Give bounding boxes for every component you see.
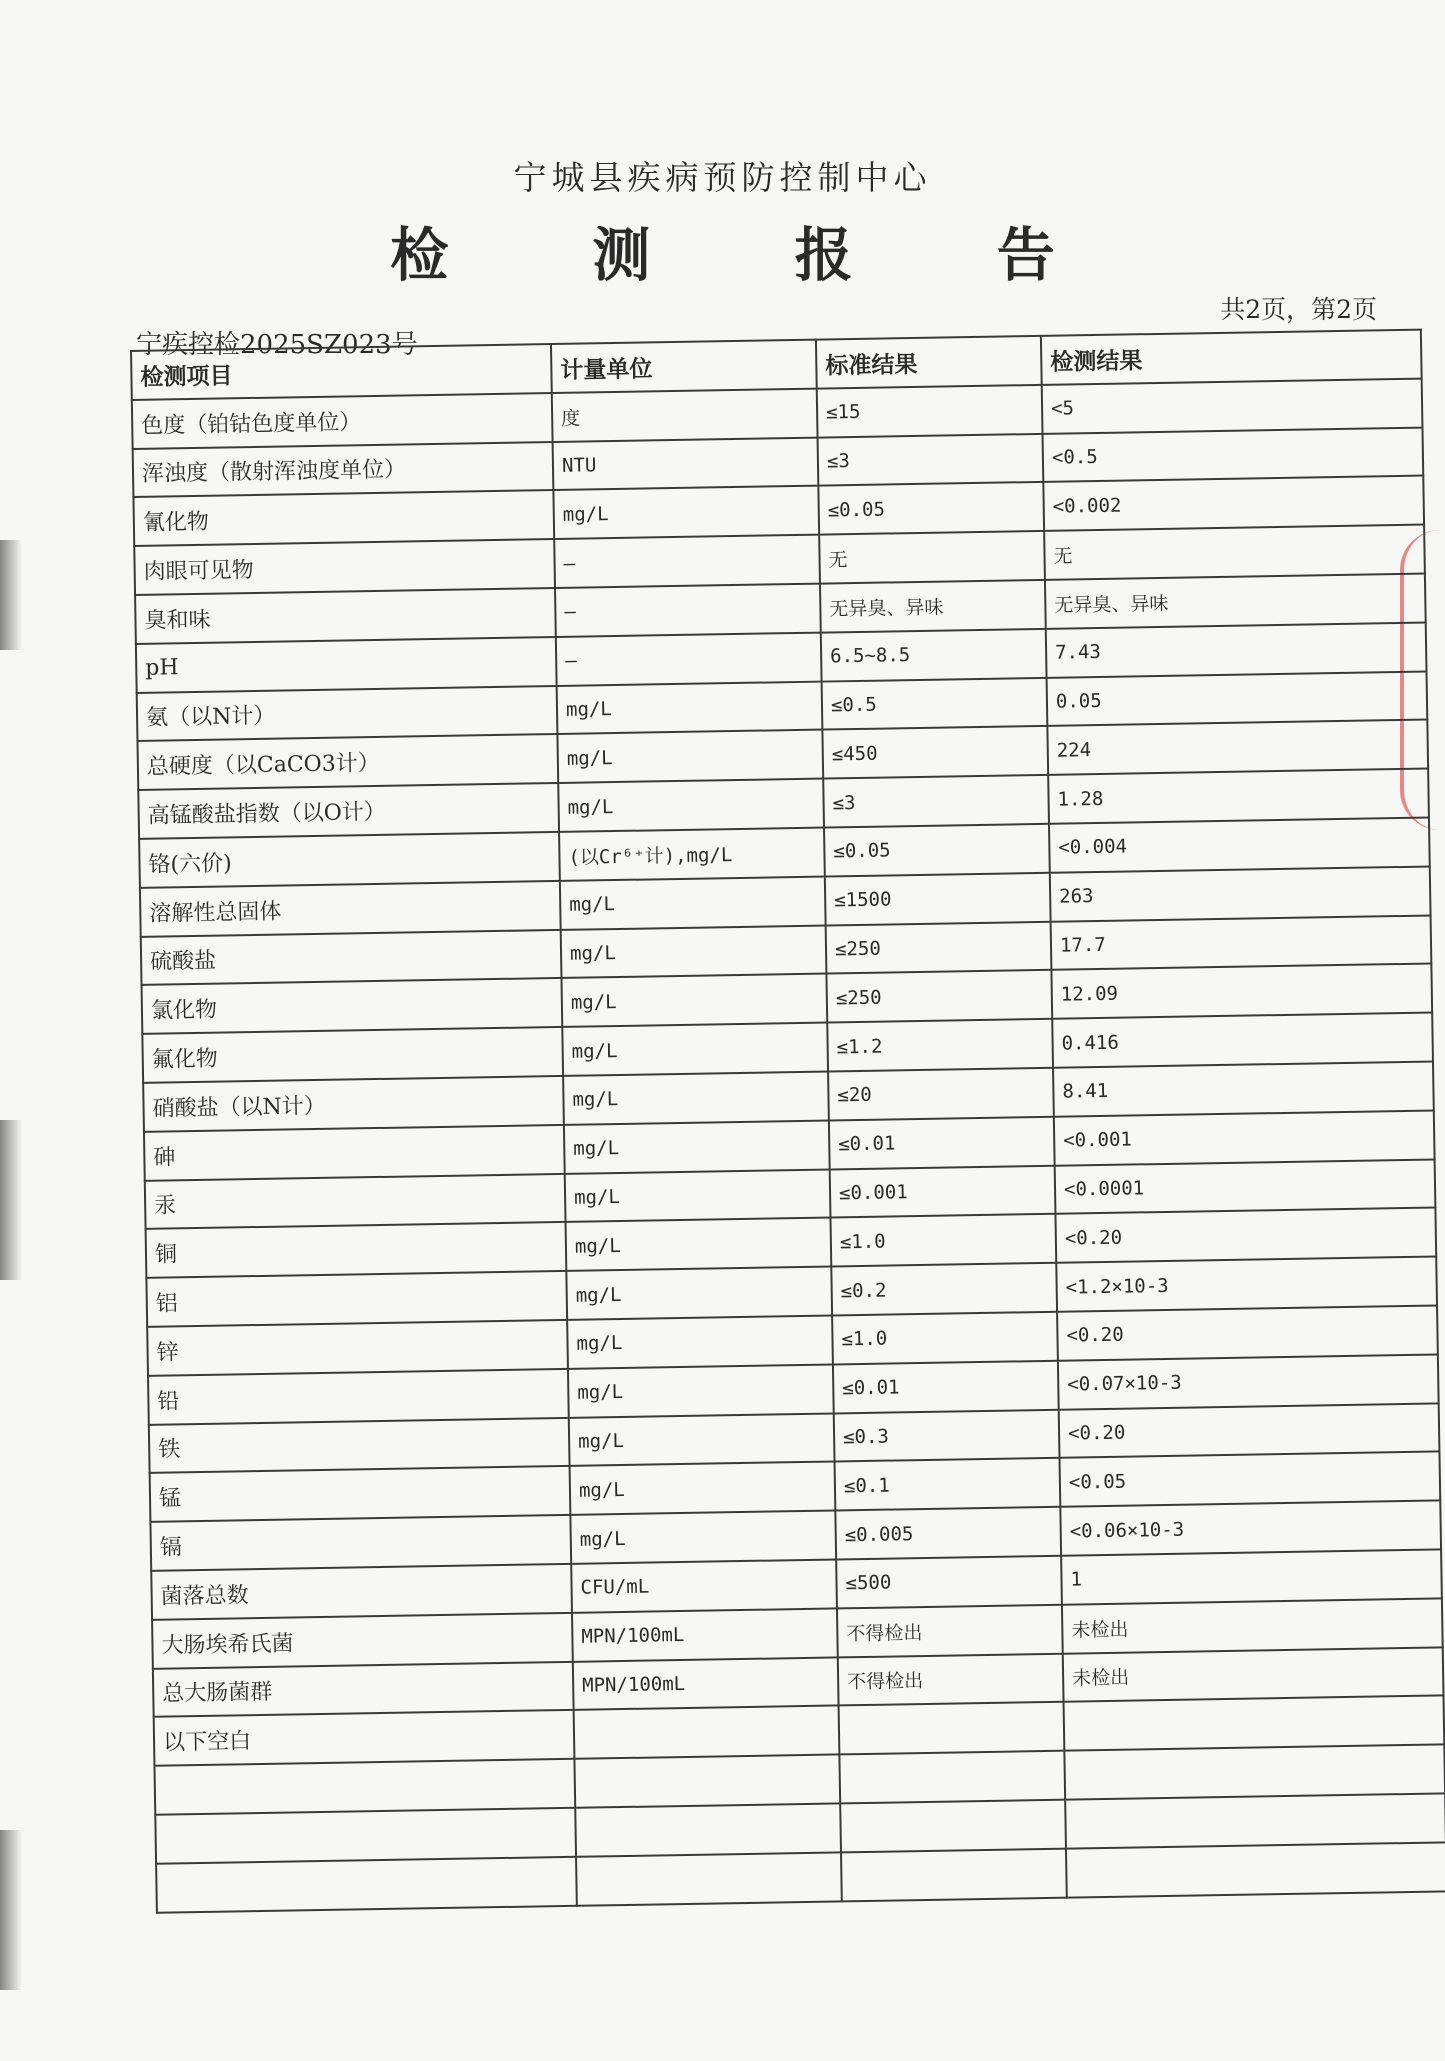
standard-value-cell: ≤15 <box>817 385 1043 438</box>
item-name-cell: 菌落总数 <box>151 1564 572 1620</box>
unit-cell: MPN/100mL <box>572 1608 838 1661</box>
test-result-cell: <0.0001 <box>1055 1159 1436 1214</box>
item-name-cell: 色度（铂钴色度单位） <box>132 393 553 449</box>
unit-cell: MPN/100mL <box>573 1657 839 1710</box>
scan-artifact <box>0 1120 22 1280</box>
standard-value-cell <box>839 1751 1065 1804</box>
unit-cell: mg/L <box>553 486 819 539</box>
standard-value-cell: 不得检出 <box>837 1604 1063 1657</box>
standard-value-cell: 不得检出 <box>838 1653 1064 1706</box>
standard-value-cell: ≤0.001 <box>830 1165 1056 1218</box>
test-result-cell: 0.05 <box>1047 671 1428 726</box>
test-result-cell: <0.07×10-3 <box>1058 1354 1439 1409</box>
standard-value-cell: ≤1500 <box>825 873 1051 926</box>
unit-cell: NTU <box>553 437 819 490</box>
scan-artifact <box>0 1830 22 1990</box>
test-result-cell: <5 <box>1042 378 1423 433</box>
unit-cell <box>574 1755 840 1808</box>
test-result-cell: <0.004 <box>1049 817 1430 872</box>
test-result-cell <box>1065 1793 1445 1848</box>
unit-cell: – <box>554 535 820 588</box>
test-result-cell: 无异臭、异味 <box>1045 574 1426 629</box>
unit-cell: mg/L <box>563 1071 829 1124</box>
page-count: 共2页，第2页 <box>1220 295 1377 324</box>
item-name-cell: 铜 <box>146 1222 567 1278</box>
item-name-cell: 氰化物 <box>133 490 554 546</box>
results-table-body <box>131 330 1445 1913</box>
unit-cell: CFU/mL <box>571 1559 837 1612</box>
standard-value-cell: ≤250 <box>826 970 1052 1023</box>
scan-artifact <box>0 540 22 650</box>
standard-value-cell <box>840 1800 1066 1853</box>
standard-value-cell: ≤0.05 <box>824 824 1050 877</box>
test-result-cell: 7.43 <box>1046 622 1427 677</box>
item-name-cell: 肉眼可见物 <box>134 539 555 595</box>
standard-value-cell: ≤500 <box>836 1556 1062 1609</box>
item-name-cell: 氟化物 <box>142 1027 563 1083</box>
test-result-cell: <0.20 <box>1059 1403 1440 1458</box>
test-result-cell: <0.001 <box>1054 1110 1435 1165</box>
test-result-cell: <0.5 <box>1043 427 1424 482</box>
item-name-cell: 硝酸盐（以N计） <box>143 1076 564 1132</box>
unit-cell: mg/L <box>561 925 827 978</box>
unit-cell: mg/L <box>557 730 823 783</box>
test-result-cell: 无 <box>1044 525 1425 580</box>
unit-cell: mg/L <box>561 974 827 1027</box>
item-name-cell: 砷 <box>144 1125 565 1181</box>
standard-value-cell: ≤0.2 <box>831 1263 1057 1316</box>
item-name-cell: 大肠埃希氏菌 <box>152 1613 573 1669</box>
test-result-cell: 224 <box>1047 720 1428 775</box>
report-title: 检 测 报 告 <box>390 221 1117 289</box>
standard-value-cell: ≤1.2 <box>827 1019 1053 1072</box>
item-name-cell: 锰 <box>150 1466 571 1522</box>
unit-cell <box>576 1852 842 1905</box>
item-name-cell: 以下空白 <box>154 1710 575 1766</box>
standard-value-cell: ≤0.5 <box>822 677 1048 730</box>
test-result-cell <box>1064 1696 1445 1751</box>
unit-cell: mg/L <box>568 1364 834 1417</box>
item-name-cell: 氨（以N计） <box>137 686 558 742</box>
column-header: 检测结果 <box>1041 330 1422 385</box>
column-header: 检测项目 <box>131 344 552 400</box>
standard-value-cell: 无异臭、异味 <box>820 580 1046 633</box>
unit-cell: mg/L <box>567 1315 833 1368</box>
standard-value-cell: ≤1.0 <box>832 1312 1058 1365</box>
column-header: 计量单位 <box>551 340 817 393</box>
unit-cell: mg/L <box>565 1169 831 1222</box>
item-name-cell: 铬(六价) <box>139 832 560 888</box>
item-name-cell: 铅 <box>148 1369 569 1425</box>
standard-value-cell: ≤0.05 <box>818 482 1044 535</box>
item-name-cell: 浑浊度（散射浑浊度单位） <box>133 442 554 498</box>
item-name-cell <box>155 1808 576 1864</box>
unit-cell <box>574 1706 840 1759</box>
test-result-cell: <0.20 <box>1055 1208 1436 1263</box>
item-name-cell: 硫酸盐 <box>141 930 562 986</box>
test-result-cell <box>1064 1745 1445 1800</box>
item-name-cell <box>154 1759 575 1815</box>
item-name-cell: 氯化物 <box>142 978 563 1034</box>
item-name-cell: 汞 <box>145 1173 566 1229</box>
test-result-cell: 263 <box>1050 866 1431 921</box>
standard-value-cell: 6.5~8.5 <box>821 629 1047 682</box>
unit-cell: mg/L <box>570 1511 836 1564</box>
item-name-cell: 总大肠菌群 <box>153 1661 574 1717</box>
unit-cell: – <box>555 584 821 637</box>
test-result-cell: 8.41 <box>1053 1061 1434 1116</box>
standard-value-cell <box>841 1848 1067 1901</box>
test-result-cell: 0.416 <box>1052 1013 1433 1068</box>
unit-cell: mg/L <box>564 1120 830 1173</box>
unit-cell: mg/L <box>566 1267 832 1320</box>
test-result-cell <box>1066 1842 1445 1897</box>
standard-value-cell: ≤0.01 <box>829 1117 1055 1170</box>
test-result-cell: 17.7 <box>1051 915 1432 970</box>
test-result-cell: 1.28 <box>1048 769 1429 824</box>
results-table-wrapper <box>130 329 1445 1914</box>
standard-value-cell: ≤0.1 <box>835 1458 1061 1511</box>
item-name-cell: pH <box>136 637 557 693</box>
item-name-cell: 溶解性总固体 <box>140 881 561 937</box>
standard-value-cell: ≤0.3 <box>834 1409 1060 1462</box>
standard-value-cell: ≤3 <box>823 775 1049 828</box>
report-number: 宁疾控检2025SZ023号 <box>136 330 418 360</box>
test-result-cell: 未检出 <box>1063 1647 1444 1702</box>
standard-value-cell: ≤450 <box>822 726 1048 779</box>
item-name-cell <box>156 1857 577 1913</box>
standard-value-cell: 无 <box>819 531 1045 584</box>
unit-cell: mg/L <box>557 681 823 734</box>
organization-name: 宁城县疾病预防控制中心 <box>513 158 932 197</box>
unit-cell: mg/L <box>558 779 824 832</box>
unit-cell: 度 <box>552 388 818 441</box>
standard-value-cell <box>839 1702 1065 1755</box>
unit-cell: mg/L <box>560 876 826 929</box>
unit-cell: mg/L <box>569 1413 835 1466</box>
item-name-cell: 臭和味 <box>135 588 556 644</box>
test-result-cell: <0.06×10-3 <box>1060 1501 1441 1556</box>
test-result-cell: <0.05 <box>1059 1452 1440 1507</box>
unit-cell: mg/L <box>570 1462 836 1515</box>
item-name-cell: 总硬度（以CaCO3计） <box>137 734 558 790</box>
standard-value-cell: ≤0.01 <box>833 1360 1059 1413</box>
test-result-cell: 12.09 <box>1051 964 1432 1019</box>
unit-cell: – <box>556 632 822 685</box>
item-name-cell: 镉 <box>150 1515 571 1571</box>
standard-value-cell: ≤0.005 <box>835 1507 1061 1560</box>
standard-value-cell: ≤20 <box>828 1068 1054 1121</box>
item-name-cell: 铝 <box>146 1271 567 1327</box>
unit-cell: (以Cr⁶⁺计),mg/L <box>559 828 825 881</box>
test-result-cell: 1 <box>1061 1549 1442 1604</box>
unit-cell: mg/L <box>562 1023 828 1076</box>
test-result-cell: <0.20 <box>1057 1305 1438 1360</box>
column-header: 标准结果 <box>816 336 1042 389</box>
item-name-cell: 高锰酸盐指数（以O计） <box>138 783 559 839</box>
unit-cell <box>575 1803 841 1856</box>
standard-value-cell: ≤3 <box>818 433 1044 486</box>
standard-value-cell: ≤250 <box>826 921 1052 974</box>
results-table <box>130 329 1445 1914</box>
test-result-cell: <0.002 <box>1043 476 1424 531</box>
item-name-cell: 铁 <box>149 1417 570 1473</box>
item-name-cell: 锌 <box>147 1320 568 1376</box>
test-result-cell: 未检出 <box>1062 1598 1443 1653</box>
test-result-cell: <1.2×10-3 <box>1056 1257 1437 1312</box>
unit-cell: mg/L <box>566 1218 832 1271</box>
standard-value-cell: ≤1.0 <box>830 1214 1056 1267</box>
